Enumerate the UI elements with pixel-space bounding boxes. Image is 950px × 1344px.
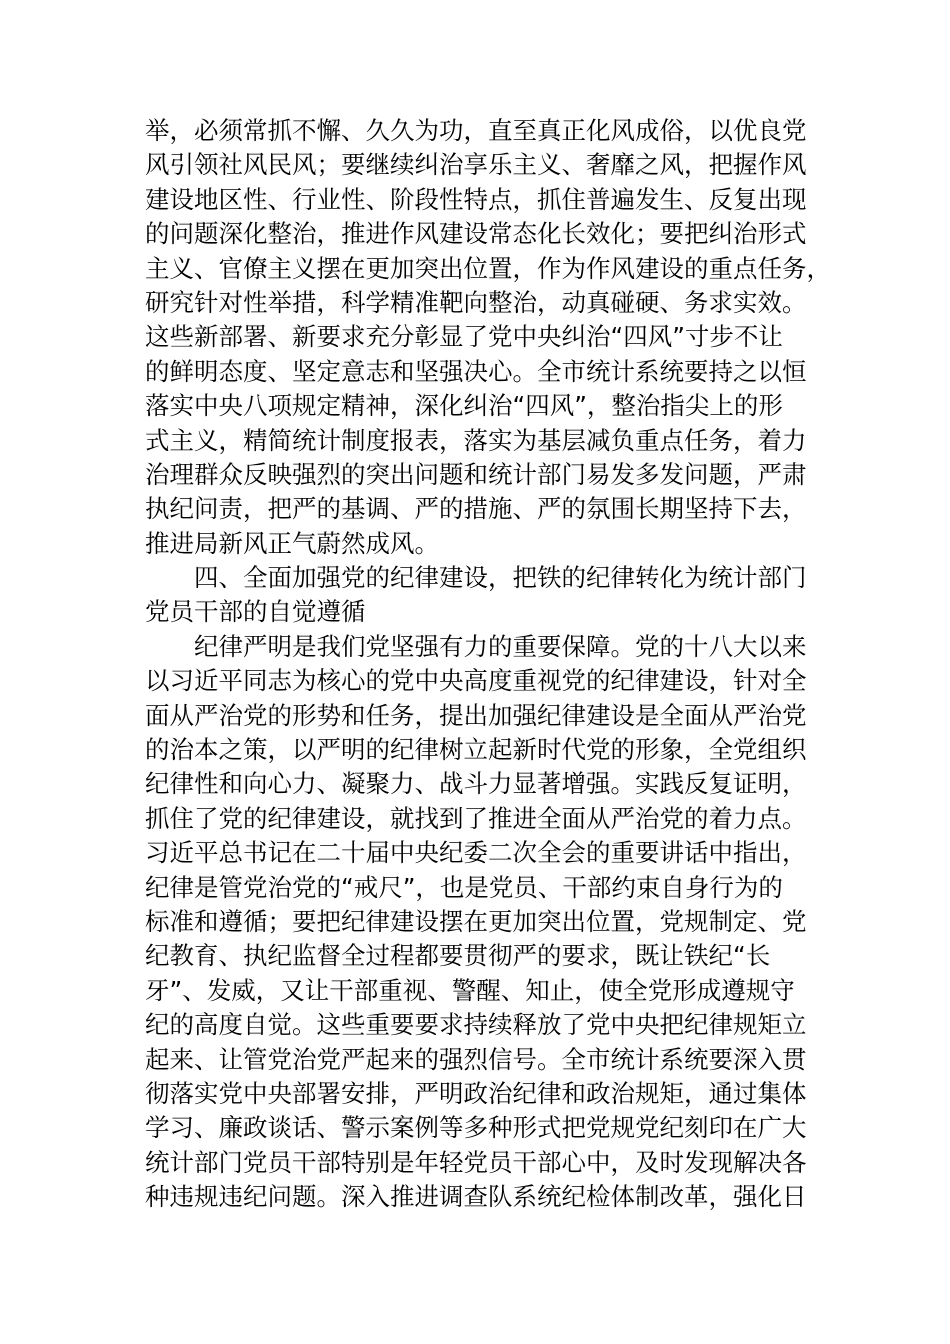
text-line: 推进局新风正气蔚然成风。	[145, 528, 439, 558]
text-line: 的治本之策，以严明的纪律树立起新时代党的形象，全党组织	[145, 735, 807, 765]
text-line: 的问题深化整治，推进作风建设常态化长效化；要把纠治形式	[145, 219, 807, 249]
text-line: 主义、官僚主义摆在更加突出位置，作为作风建设的重点任务，	[145, 253, 831, 283]
text-line: 牙”、发威，又让干部重视、警醒、知止，使全党形成遵规守	[145, 975, 795, 1005]
text-line: 学习、廉政谈话、警示案例等多种形式把党规党纪刻印在广大	[145, 1113, 807, 1143]
document-page	[145, 114, 831, 1215]
text-line: 治理群众反映强烈的突出问题和统计部门易发多发问题，严肃	[145, 459, 807, 489]
text-line: 种违规违纪问题。深入推进调查队系统纪检体制改革，强化日	[145, 1182, 807, 1212]
section-heading-continuation: 党员干部的自觉遵循	[145, 597, 366, 627]
text-line: 抓住了党的纪律建设，就找到了推进全面从严治党的着力点。	[145, 803, 807, 833]
text-line: 纪律性和向心力、凝聚力、战斗力显著增强。实践反复证明，	[145, 769, 807, 799]
paragraph-start: 纪律严明是我们党坚强有力的重要保障。党的十八大以来	[194, 631, 807, 661]
text-line: 式主义，精简统计制度报表，落实为基层减负重点任务，着力	[145, 425, 807, 455]
text-line: 举，必须常抓不懈、久久为功，直至真正化风成俗，以优良党	[145, 116, 807, 145]
text-line: 纪的高度自觉。这些重要要求持续释放了党中央把纪律规矩立	[145, 1010, 807, 1040]
text-line: 标准和遵循；要把纪律建设摆在更加突出位置，党规制定、党	[145, 906, 807, 936]
section-heading: 四、全面加强党的纪律建设，把铁的纪律转化为统计部门	[194, 563, 807, 593]
text-line: 面从严治党的形势和任务，提出加强纪律建设是全面从严治党	[145, 700, 807, 730]
text-line: 彻落实党中央部署安排，严明政治纪律和政治规矩，通过集体	[145, 1078, 807, 1108]
text-line: 纪律是管党治党的“戒尺”，也是党员、干部约束自身行为的	[145, 872, 783, 902]
text-line: 以习近平同志为核心的党中央高度重视党的纪律建设，针对全	[145, 666, 807, 696]
text-line: 研究针对性举措，科学精准靶向整治，动真碰硬、务求实效。	[145, 287, 807, 317]
text-line: 落实中央八项规定精神，深化纠治“四风”，整治指尖上的形	[145, 391, 783, 421]
text-line: 建设地区性、行业性、阶段性特点，抓住普遍发生、反复出现	[145, 184, 807, 214]
text-line: 这些新部署、新要求充分彰显了党中央纠治“四风”寸步不让	[145, 322, 783, 352]
text-line: 习近平总书记在二十届中央纪委二次全会的重要讲话中指出，	[145, 838, 807, 868]
text-line: 纪教育、执纪监督全过程都要贯彻严的要求，既让铁纪“长	[145, 941, 771, 971]
text-line: 统计部门党员干部特别是年轻党员干部心中，及时发现解决各	[145, 1147, 807, 1177]
text-line: 起来、让管党治党严起来的强烈信号。全市统计系统要深入贯	[145, 1044, 807, 1074]
text-line: 的鲜明态度、坚定意志和坚强决心。全市统计系统要持之以恒	[145, 356, 807, 386]
text-line: 风引领社风民风；要继续纠治享乐主义、奢靡之风，把握作风	[145, 150, 807, 180]
text-line: 执纪问责，把严的基调、严的措施、严的氛围长期坚持下去，	[145, 494, 807, 524]
